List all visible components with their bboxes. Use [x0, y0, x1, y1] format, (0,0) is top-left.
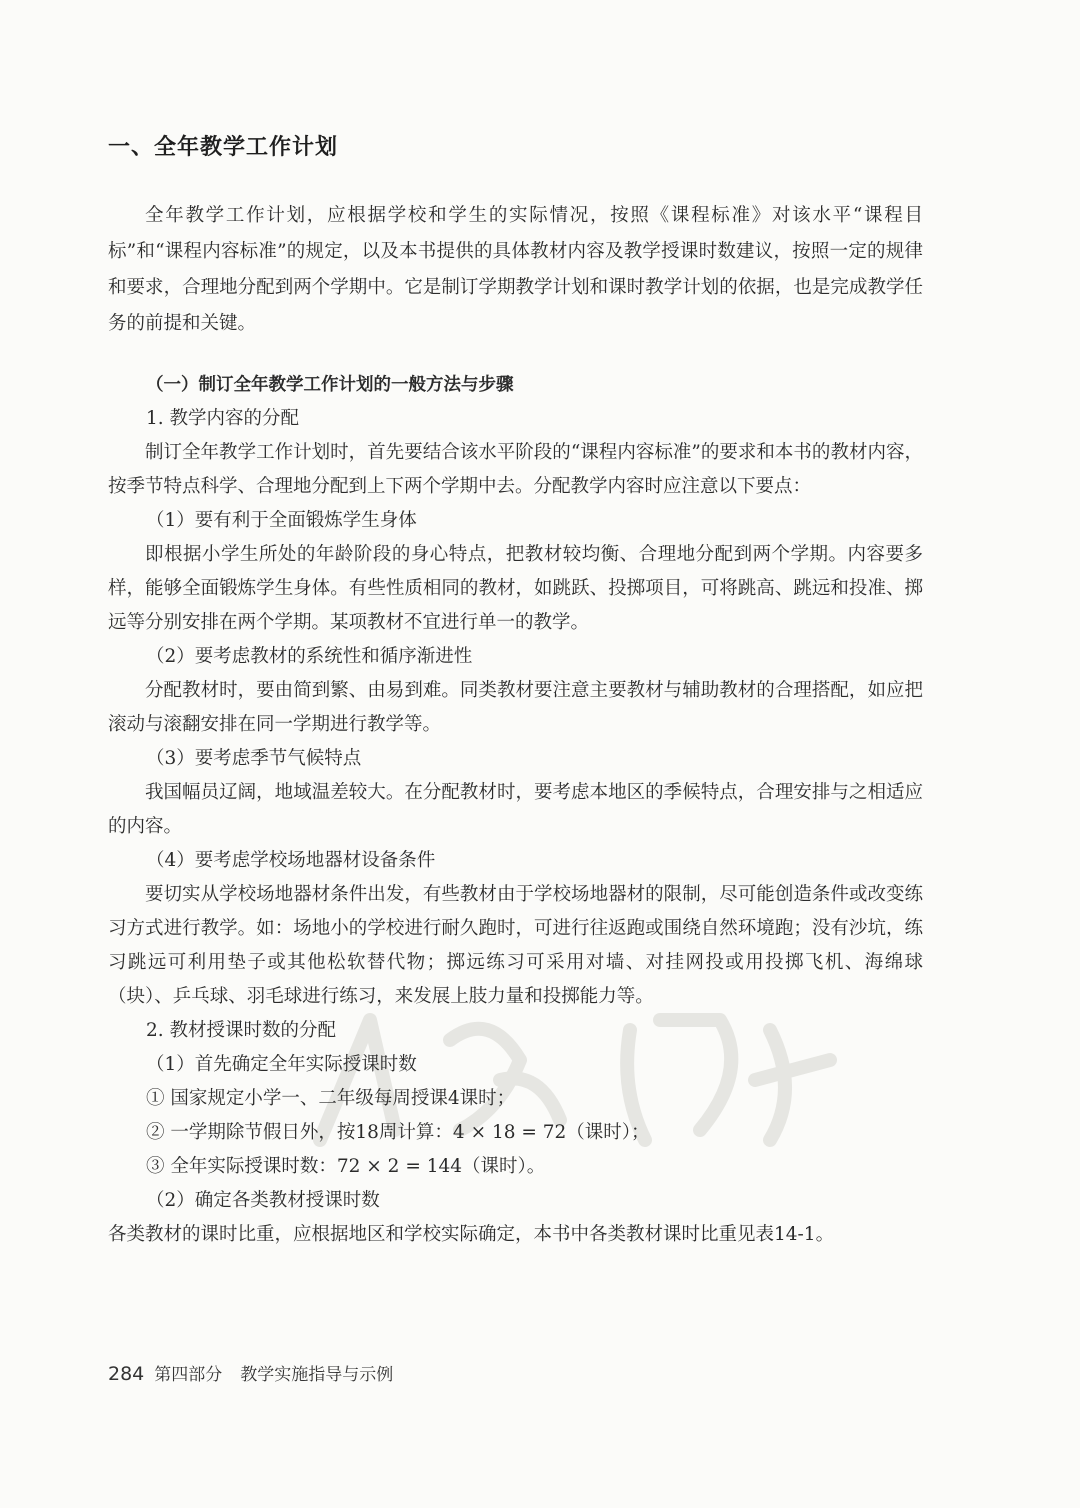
- part2-title: 2. 教材授课时数的分配: [146, 1020, 337, 1041]
- page-footer: [108, 1360, 393, 1385]
- footer-part: 第四部分: [154, 1365, 223, 1385]
- point-title: （3）要考虑季节气候特点: [146, 748, 362, 769]
- point-text: 要切实从学校场地器材条件出发，有些教材由于学校场地器材的限制，尽可能创造条件或改变练习方式进行教学。如：场地小的学校进行耐久跑时，可进行往返跑或围绕自然环境跑；没有沙坑，练习跳远可利用垫子或其他松软替代物；掷远练习可采用对墙、对挂网投或用投掷飞机、海绵球（块）、乒乓球、羽毛球进行练习，来发展上肢力量和投掷能力等。: [108, 884, 923, 1007]
- footer-chapter: 教学实施指导与示例: [240, 1365, 394, 1385]
- point-text: 各类教材的课时比重，应根据地区和学校实际确定，本书中各类教材课时比重见表14-1。: [108, 1224, 835, 1245]
- list-item: ① 国家规定小学一、二年级每周授课4课时；: [146, 1088, 516, 1109]
- point-title: （2）要考虑教材的系统性和循序渐进性: [146, 646, 473, 667]
- part1-text: 制订全年教学工作计划时，首先要结合该水平阶段的“课程内容标准”的要求和本书的教材内容，按季节特点科学、合理地分配到上下两个学期中去。分配教学内容时应注意以下要点：: [108, 442, 923, 497]
- point-title: （4）要考虑学校场地器材设备条件: [146, 850, 436, 871]
- point-text: 分配教材时，要由简到繁、由易到难。同类教材要注意主要教材与辅助教材的合理搭配，如应把滚动与滚翻安排在同一学期进行教学等。: [108, 680, 923, 735]
- page-number: 284: [108, 1363, 145, 1385]
- part1-title: 1. 教学内容的分配: [146, 408, 300, 429]
- list-item: ③ 全年实际授课时数：72 × 2 = 144（课时）。: [146, 1156, 546, 1177]
- content-body: [108, 368, 923, 1252]
- list-item: ② 一学期除节假日外，按18周计算：4 × 18 = 72（课时）；: [146, 1122, 650, 1143]
- point-text: 即根据小学生所处的年龄阶段的身心特点，把教材较均衡、合理地分配到两个学期。内容要多样，能够全面锻炼学生身体。有些性质相同的教材，如跳跃、投掷项目，可将跳高、跳远和投准、掷远等分别安排在两个学期。某项教材不宜进行单一的教学。: [108, 544, 923, 633]
- intro-paragraph: 全年教学工作计划，应根据学校和学生的实际情况，按照《课程标准》对该水平“课程目标”和“课程内容标准”的规定，以及本书提供的具体教材内容及教学授课时数建议，按照一定的规律和要求，合理地分配到两个学期中。它是制订学期教学计划和课时教学计划的依据，也是完成教学任务的前提和关键。: [108, 205, 923, 334]
- subsection-title: （一）制订全年教学工作计划的一般方法与步骤: [146, 375, 514, 395]
- section-title: 一、全年教学工作计划: [108, 135, 339, 160]
- point-title: （2）确定各类教材授课时数: [146, 1190, 380, 1211]
- point-title: （1）首先确定全年实际授课时数: [146, 1054, 417, 1075]
- point-text: 我国幅员辽阔，地域温差较大。在分配教材时，要考虑本地区的季候特点，合理安排与之相适应的内容。: [108, 782, 923, 837]
- point-title: （1）要有利于全面锻炼学生身体: [146, 510, 417, 531]
